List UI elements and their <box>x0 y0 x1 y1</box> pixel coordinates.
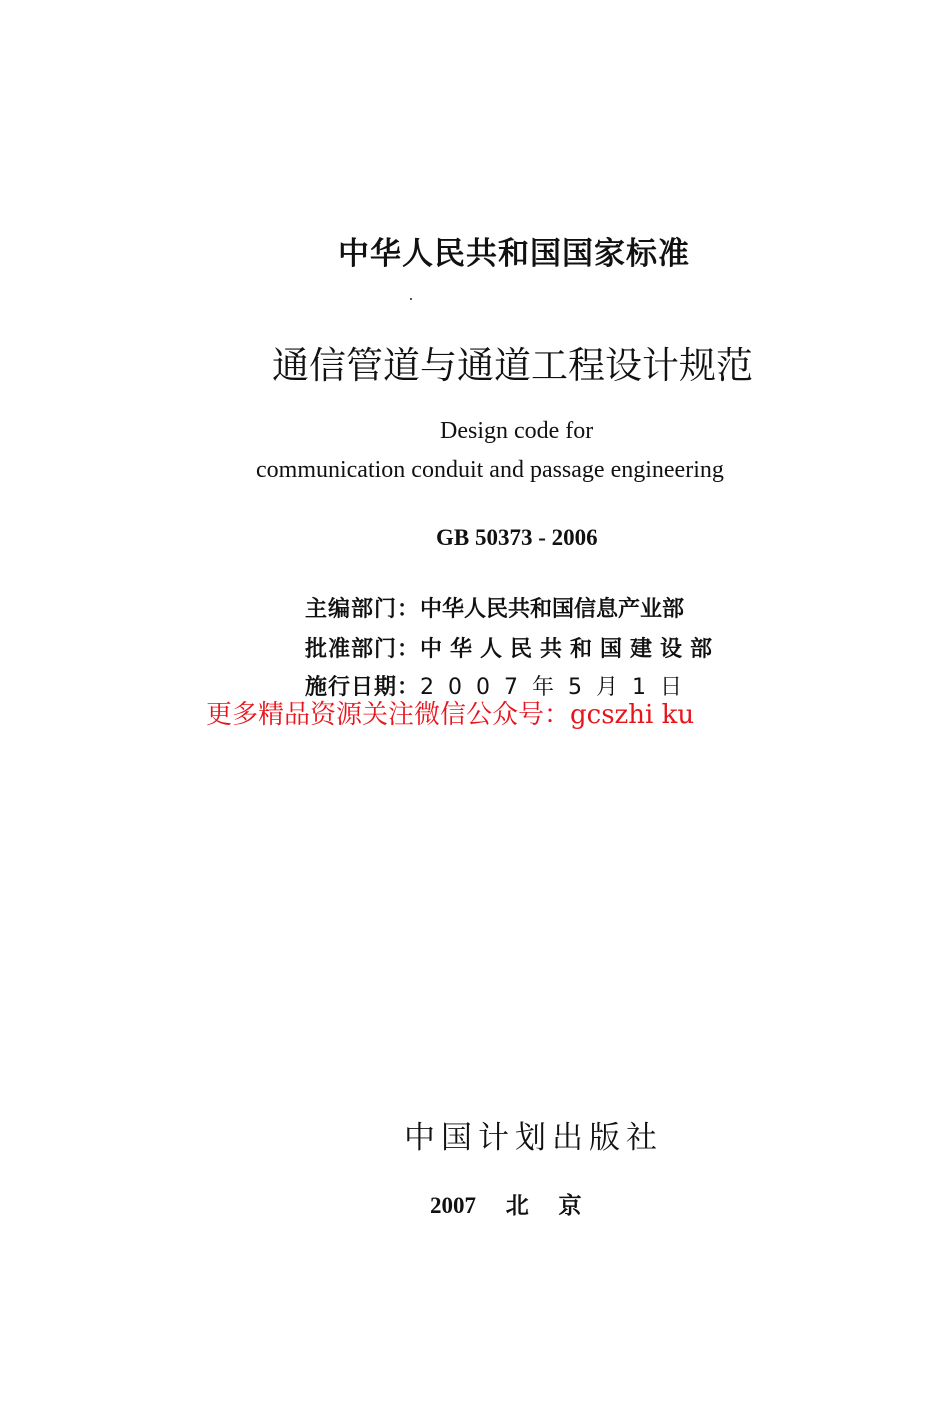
national-standard-heading: 中华人民共和国国家标准 <box>338 236 690 272</box>
document-title-chinese: 通信管道与通道工程设计规范 <box>272 344 753 387</box>
approver-department-label: 批准部门： <box>305 637 421 662</box>
effective-date-label: 施行日期： <box>305 675 421 700</box>
editor-department-label: 主编部门： <box>305 597 421 622</box>
standard-code: GB 50373 - 2006 <box>436 525 598 550</box>
scan-speck <box>410 298 412 300</box>
approver-department-value: 中华人民共和国建设部 <box>420 637 721 662</box>
approver-department-row <box>305 632 720 663</box>
effective-date-value: 2007年5月1日 <box>420 675 696 700</box>
editor-department-value: 中华人民共和国信息产业部 <box>420 597 685 622</box>
document-title-english-line-2: communication conduit and passage engineering <box>256 457 724 483</box>
editor-department-row <box>305 592 684 623</box>
publisher-name: 中国计划出版社 <box>404 1120 663 1156</box>
watermark-text: 更多精品资源关注微信公众号：gcszhi ku <box>206 700 695 730</box>
document-title-english-line-1: Design code for <box>440 418 594 444</box>
imprint-year-place: 2007 北 京 <box>430 1193 582 1218</box>
